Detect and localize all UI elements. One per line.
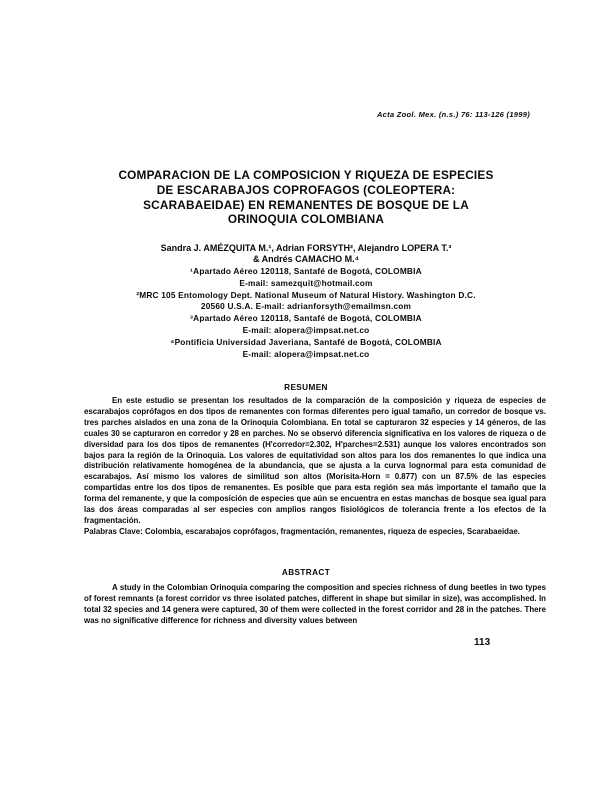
- affiliation-email: E-mail: alopera@impsat.net.co: [242, 348, 370, 359]
- title-line: ORINOQUIA COLOMBIANA: [227, 212, 385, 227]
- abstract-paragraph: A study in the Colombian Orinoquia comparing the composition and species richness of dung beetles in two types of forest remnants (a forest corridor vs three isolated patches, different in shape but similar in size), was accomplished. In total 32 species and 14 genera were captured, 30 of them were collected in the forest corridor and 28 in the patches. There was no significative difference for richness and diversity values between: [84, 583, 546, 625]
- abstract-section: [84, 583, 546, 627]
- paper-title: [56, 168, 556, 227]
- affiliation-email: 20560 U.S.A. E-mail: adrianforsyth@emailmsn.com: [200, 301, 412, 312]
- affiliations-block: [36, 266, 576, 360]
- authors-block: [56, 243, 556, 265]
- authors-line-2: & Andrés CAMACHO M.⁴: [252, 254, 360, 264]
- keywords-text: Colombia, escarabajos coprófagos, fragmentación, remanentes, riqueza de especies, Scarabaeidae.: [144, 526, 520, 536]
- journal-header: Acta Zool. Mex. (n.s.) 76: 113-126 (1999): [376, 110, 530, 119]
- keywords-line: [84, 527, 546, 538]
- authors-line-1: Sandra J. AMÉZQUITA M.¹, Adrian FORSYTH², Alejandro LOPERA T.³: [160, 243, 452, 253]
- title-line: SCARABAEIDAE) EN REMANENTES DE BOSQUE DE LA: [143, 197, 469, 212]
- resumen-heading: RESUMEN: [284, 383, 328, 392]
- resumen-paragraph: En este estudio se presentan los resultados de la comparación de la composición y riqueza de especies de escarabajos coprófagos en dos tipos de remanentes con formas diferentes pero igual tamaño, un corredor de bosque vs. tres parches aislados en una zona de la Orinoquia Colombiana. En total se capturaron 32 especies y 14 géneros, de las cuales 30 se capturaron en corredor y 28 en parches. No se observó diferencia significativa en los valores de riqueza o de diversidad para los dos tipos de remanentes (H'corredor=2.302, H'parches=2.531) aunque los valores encontrados son bajos para la región de la Orinoquia. Los valores de equitatividad son altos para los dos remanentes lo que indica una distribución relativamente homogénea de la abundancia, que se ajusta a la curva lognormal para esta comunidad de escarabajos. Así mismo los valores de similitud son altos (Morisita-Horn = 0.877) con un 87.5% de las especies compartidas entre los dos tipos de remanentes. Es posible que para esta región sea más importante el tamaño que la forma del remanente, y que la composición de especies que aún se encuentra en estas manchas de bosque sea igual para las dos áreas comparadas al ser especies con amplios rangos fisiológicos de tolerancia frente a los efectos de la fragmentación.: [84, 396, 546, 525]
- abstract-heading: ABSTRACT: [281, 568, 331, 577]
- affiliation-line: ³Apartado Aéreo 120118, Santafé de Bogotá, COLOMBIA: [190, 313, 422, 324]
- title-line: DE ESCARABAJOS COPROFAGOS (COLEOPTERA:: [156, 182, 456, 197]
- keywords-label: Palabras Clave:: [84, 526, 143, 536]
- affiliation-line: ⁴Pontificia Universidad Javeriana, Santafé de Bogotá, COLOMBIA: [170, 336, 442, 347]
- affiliation-line: ²MRC 105 Entomology Dept. National Museum of Natural History. Washington D.C.: [136, 289, 476, 300]
- affiliation-line: ¹Apartado Aéreo 120118, Santafé de Bogotá, COLOMBIA: [190, 266, 422, 276]
- affiliation-email: E-mail: alopera@impsat.net.co: [242, 324, 370, 335]
- title-line: COMPARACION DE LA COMPOSICION Y RIQUEZA DE ESPECIES: [118, 168, 494, 182]
- affiliation-email: E-mail: samezquit@hotmail.com: [239, 277, 373, 288]
- resumen-section: [84, 396, 546, 538]
- page-number: 113: [474, 637, 491, 648]
